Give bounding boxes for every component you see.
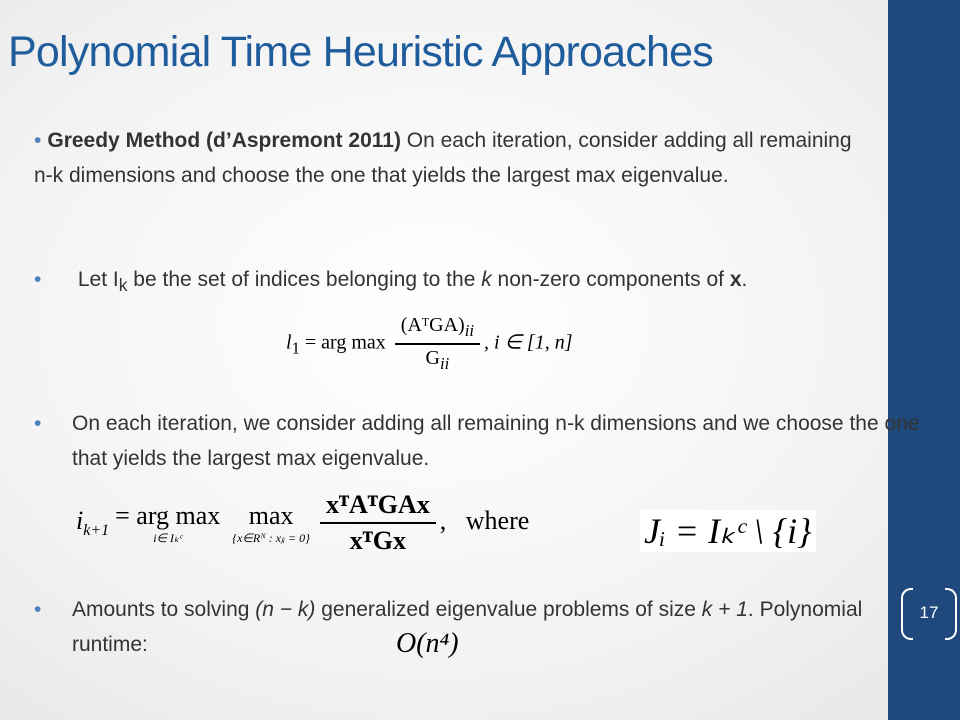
eq-operator: max — [248, 500, 294, 530]
bullet-iteration — [34, 406, 922, 476]
text-segment: non-zero components of — [491, 268, 730, 291]
bullet-index-set — [34, 262, 922, 303]
bullet-text: On each iteration, we consider adding all remaining n-k dimensions and we choose the one that yields the largest max eigenvalue. — [72, 412, 920, 470]
bullet-icon: • — [34, 268, 42, 291]
eq-argmax — [115, 501, 220, 546]
eq-denominator — [426, 345, 450, 374]
eq-numerator: xᵀAᵀGAx — [320, 490, 436, 524]
bullet-greedy-method — [34, 123, 854, 193]
text-segment: Amounts to solving — [72, 598, 256, 621]
eq-denominator: xᵀGx — [349, 526, 406, 555]
text-segment: Let I — [72, 268, 119, 291]
equation-argmax — [76, 490, 529, 556]
eq-operator: = arg max — [115, 500, 221, 530]
eq-sub: ii — [464, 321, 474, 340]
eq-sub: k+1 — [83, 522, 110, 540]
eq-sub: ii — [439, 354, 450, 373]
text-segment: be the set of indices belonging to the — [127, 268, 482, 291]
slide-number-text: 17 — [919, 603, 939, 622]
eq-limit: i∈ Iₖᶜ — [153, 530, 183, 545]
text-segment: generalized eigenvalue problems of size — [315, 598, 702, 621]
eq-where: where — [465, 505, 530, 535]
right-brace-icon — [945, 588, 957, 640]
eq-operator: = arg max — [299, 331, 391, 354]
text-subscript: k — [118, 275, 128, 296]
eq-fraction — [320, 490, 436, 556]
text-italic: k + 1 — [701, 598, 748, 621]
text-segment: . Polynomial runtime: — [72, 598, 863, 656]
eq-max — [232, 501, 310, 546]
equation-j-set: Jᵢ = Iₖᶜ \ {i} — [640, 510, 816, 552]
eq-lhs: l — [286, 331, 292, 354]
bullet-text: On each iteration, consider adding all remaining n-k dimensions and choose the one that yields the largest max eigenvalue. — [34, 129, 852, 187]
slide-title: Polynomial Time Heuristic Approaches — [8, 28, 713, 76]
text-bold: x — [729, 268, 742, 291]
bullet-icon: • — [34, 598, 42, 621]
text-segment: . — [741, 268, 748, 291]
eq-tail: , i ∈ [1, n] — [483, 331, 573, 354]
eq-lhs: i — [76, 505, 84, 535]
equation-runtime: O(n⁴) — [396, 628, 459, 659]
bullet-runtime — [34, 592, 922, 662]
eq-numerator — [395, 314, 480, 345]
eq-den-text: G — [425, 347, 440, 369]
equation-l1 — [286, 314, 573, 374]
text-italic: (n − k) — [255, 598, 316, 621]
eq-comma: , — [439, 505, 447, 535]
eq-limit: {x∈Rᴺ : xⱼᵢ = 0} — [232, 530, 310, 545]
bullet-icon: • — [34, 412, 42, 435]
eq-fraction — [395, 314, 480, 374]
bullet-lead: Greedy Method (d’Aspremont 2011) — [47, 129, 401, 152]
eq-sub: 1 — [291, 338, 300, 358]
text-italic: k — [481, 268, 492, 291]
bullet-icon: • — [34, 129, 42, 152]
eq-num-text: (AᵀGA) — [400, 314, 465, 336]
